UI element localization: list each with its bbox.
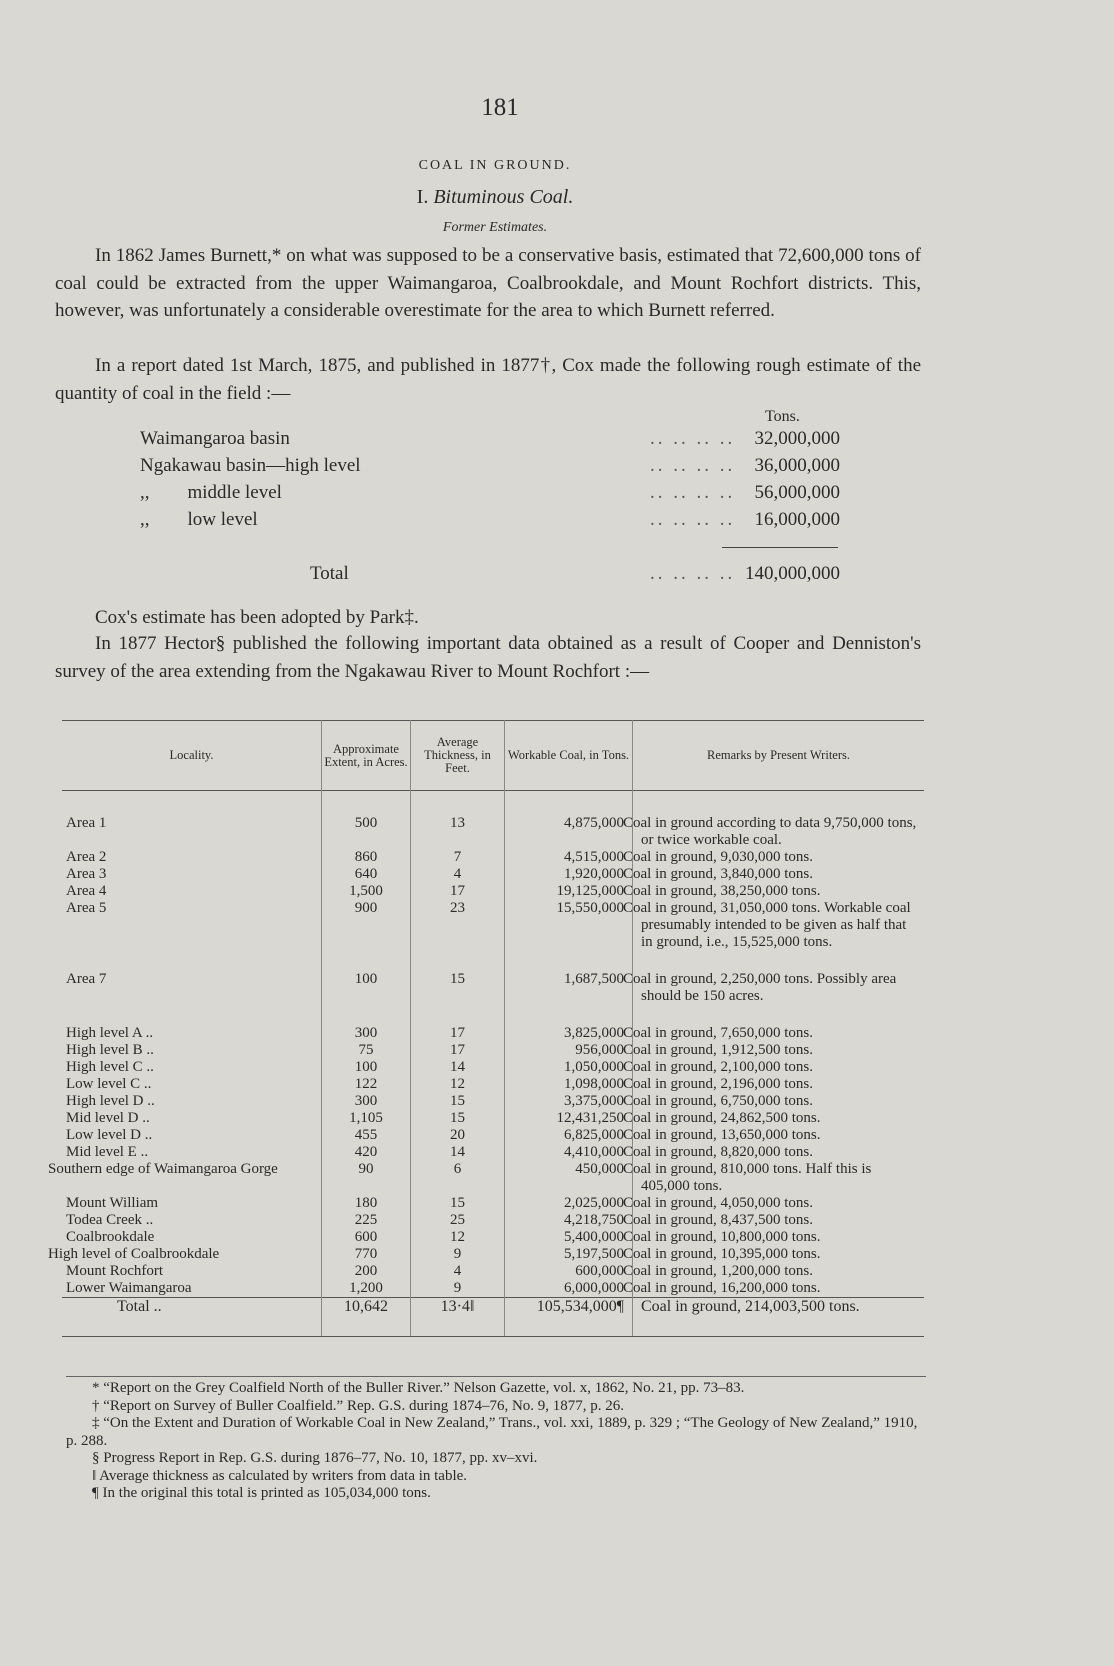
cell-locality: Low level D .. [66,1127,153,1143]
cell-acres: 640 [322,866,411,883]
table-row [62,1212,924,1229]
cell-acres: 122 [322,1076,411,1093]
table-row [62,1229,924,1246]
table-header-row [62,721,924,791]
table-row [62,1076,924,1093]
total-tons: 105,534,000¶ [505,1298,633,1337]
cell-acres: 455 [322,1127,411,1144]
cell-acres: 180 [322,1195,411,1212]
cell-acres: 300 [322,1025,411,1042]
leader-dots: .. .. .. .. [650,428,736,449]
cell-tons: 1,050,000 [505,1059,633,1076]
cell-locality: High level C .. [66,1059,154,1075]
cell-remarks: Coal in ground, 2,100,000 tons. [633,1059,925,1076]
cell-tons: 5,400,000 [505,1229,633,1246]
cell-remarks: Coal in ground, 1,912,500 tons. [633,1042,925,1059]
cell-remarks: Coal in ground, 24,862,500 tons. [633,1110,925,1127]
cell-remarks: Coal in ground, 1,200,000 tons. [633,1263,925,1280]
table-row [62,1025,924,1042]
paragraph-burnett [55,242,921,325]
cell-feet: 12 [411,1229,505,1246]
cell-feet: 20 [411,1127,505,1144]
cox-row-label: ,, middle level [140,482,282,503]
table-row [62,1110,924,1127]
cell-acres: 1,500 [322,883,411,900]
cell-tons: 4,218,750 [505,1212,633,1229]
table-row [62,900,924,951]
section-number: I. [416,186,429,208]
cell-acres: 860 [322,849,411,866]
cell-locality: Area 2 [66,849,107,865]
cell-remarks: Coal in ground, 810,000 tons. Half this is 405,000 tons. [633,1161,925,1195]
cell-acres: 1,200 [322,1280,411,1298]
cell-remarks: Coal in ground, 4,050,000 tons. [633,1195,925,1212]
cell-remarks: Coal in ground, 2,250,000 tons. Possibly area should be 150 acres. [633,971,925,1005]
cox-row [140,509,840,536]
cell-locality: Mid level D .. [66,1110,150,1126]
cell-feet: 9 [411,1246,505,1263]
coal-data-table [48,720,924,1337]
cell-locality: Area 7 [66,971,107,987]
spacer-row [62,1005,924,1025]
cox-row [140,428,840,455]
cell-remarks: Coal in ground, 31,050,000 tons. Workable coal presumably intended to be given as half that in ground, i.e., 15,525,000 tons. [633,900,925,951]
paragraph-hector-text: In 1877 Hector§ published the following important data obtained as a result of Cooper and Denniston's survey of the area extending from the Ngakawau River to Mount Rochfort :— [55,633,921,682]
cell-remarks: Coal in ground according to data 9,750,000 tons, or twice workable coal. [633,815,925,849]
cell-locality: Mount William [66,1195,159,1211]
footnote: ‖ Average thickness as calculated by writers from data in table. [92,1467,468,1484]
cell-tons: 956,000 [505,1042,633,1059]
cell-tons: 3,375,000 [505,1093,633,1110]
cell-feet: 23 [411,900,505,951]
cell-acres: 1,105 [322,1110,411,1127]
cell-feet: 9 [411,1280,505,1298]
cell-feet: 4 [411,866,505,883]
section-heading: COAL IN GROUND. [418,158,572,173]
header-remarks: Remarks by Present Writers. [633,721,925,791]
cox-row-value: 36,000,000 [754,455,840,476]
total-locality: Total .. [62,1298,322,1337]
cell-locality: High level A .. [66,1025,154,1041]
table-row [62,1042,924,1059]
cell-feet: 15 [411,1110,505,1127]
cell-remarks: Coal in ground, 38,250,000 tons. [633,883,925,900]
cox-row [140,482,840,509]
cell-remarks: Coal in ground, 3,840,000 tons. [633,866,925,883]
footnote: * “Report on the Grey Coalfield North of the Buller River.” Nelson Gazette, vol. x, 1862, No. 21, pp. 73–83. [92,1380,745,1396]
footnote-rule [66,1376,926,1377]
cox-unit-header: Tons. [765,408,800,425]
cell-remarks: Coal in ground, 9,030,000 tons. [633,849,925,866]
subsection-title: Former Estimates. [442,220,548,235]
cell-tons: 19,125,000 [505,883,633,900]
cell-feet: 15 [411,1195,505,1212]
table-row [62,1059,924,1076]
cox-row-value: 56,000,000 [754,482,840,503]
leader-dots: .. .. .. .. [650,509,736,530]
footnote: § Progress Report in Rep. G.S. during 1876–77, No. 10, 1877, pp. xv–xvi. [92,1450,538,1466]
footnotes [66,1380,922,1503]
cell-remarks: Coal in ground, 8,437,500 tons. [633,1212,925,1229]
cell-tons: 1,098,000 [505,1076,633,1093]
table-row [62,815,924,849]
cell-tons: 3,825,000 [505,1025,633,1042]
cell-tons: 4,875,000 [505,815,633,849]
cell-acres: 225 [322,1212,411,1229]
footnote: † “Report on Survey of Buller Coalfield.” Rep. G.S. during 1874–76, No. 9, 1877, p. 26. [92,1397,625,1414]
cell-feet: 12 [411,1076,505,1093]
cell-acres: 200 [322,1263,411,1280]
cell-feet: 7 [411,849,505,866]
cell-locality: Coalbrookdale [66,1229,155,1245]
cox-row-label: Waimangaroa basin [140,428,290,449]
cell-remarks: Coal in ground, 16,200,000 tons. [633,1280,925,1298]
table-row [62,1195,924,1212]
cox-total-value: 140,000,000 [745,563,840,584]
paragraph-burnett-text: In 1862 James Burnett,* on what was supposed to be a conservative basis, estimated that 72,600,000 tons of coal could be extracted from the upper Waimangaroa, Coalbrookdale, and Mount Rochfort districts. This, however, was unfortunately a considerable overestimate for the area to which Burnett referred. [55,245,921,321]
header-locality: Locality. [169,748,214,762]
cell-tons: 4,515,000 [505,849,633,866]
cell-acres: 900 [322,900,411,951]
cell-feet: 17 [411,1042,505,1059]
page-number: 181 [481,94,519,121]
cell-tons: 5,197,500 [505,1246,633,1263]
cell-acres: 100 [322,971,411,1005]
cell-feet: 17 [411,1025,505,1042]
table-row [62,866,924,883]
cell-locality: Southern edge of Waimangaroa Gorge [48,1161,278,1177]
cell-acres: 600 [322,1229,411,1246]
cell-tons: 6,000,000 [505,1280,633,1298]
cell-locality: Area 5 [66,900,107,916]
cell-locality: Mount Rochfort [66,1263,164,1279]
footnote: ‡ “On the Extent and Duration of Workable Coal in New Zealand,” Trans., vol. xxi, 1889, p. 329 ; “The Geology of New Zealand,” 1910, p. 288. [66,1415,918,1449]
cox-total-row [140,563,840,590]
cell-acres: 300 [322,1093,411,1110]
cell-acres: 420 [322,1144,411,1161]
cell-remarks: Coal in ground, 10,395,000 tons. [633,1246,925,1263]
cox-row-label: ,, low level [140,509,258,530]
table-row [62,1127,924,1144]
total-remarks: Coal in ground, 214,003,500 tons. [633,1298,925,1337]
cell-remarks: Coal in ground, 2,196,000 tons. [633,1076,925,1093]
spacer-row [62,951,924,971]
cell-feet: 6 [411,1161,505,1195]
cell-tons: 1,687,500 [505,971,633,1005]
cell-locality: Area 1 [66,815,107,831]
cell-feet: 15 [411,971,505,1005]
cell-remarks: Coal in ground, 13,650,000 tons. [633,1127,925,1144]
cell-acres: 75 [322,1042,411,1059]
cell-tons: 450,000 [505,1161,633,1195]
leader-dots: .. .. .. .. [650,563,736,584]
cox-estimate-list [140,428,840,590]
cell-feet: 15 [411,1093,505,1110]
cell-locality: Low level C .. [66,1076,152,1092]
total-feet: 13·4‖ [411,1298,505,1337]
table-row [62,1161,924,1195]
cell-locality: Lower Waimangaroa [66,1280,192,1296]
cox-total-label: Total [310,563,349,584]
cell-locality: High level of Coalbrookdale [48,1246,220,1262]
header-thickness: Average Thickness, in Feet. [411,721,505,791]
cell-tons: 6,825,000 [505,1127,633,1144]
total-acres: 10,642 [322,1298,411,1337]
cox-row-label: Ngakawau basin—high level [140,455,361,476]
table-row [62,971,924,1005]
cell-acres: 770 [322,1246,411,1263]
paragraph-park [55,604,921,632]
cell-tons: 12,431,250 [505,1110,633,1127]
paragraph-cox-text: In a report dated 1st March, 1875, and published in 1877†, Cox made the following rough estimate of the quantity of coal in the field :— [55,355,921,404]
paragraph-hector [55,630,921,685]
cox-row-value: 16,000,000 [754,509,840,530]
cell-remarks: Coal in ground, 7,650,000 tons. [633,1025,925,1042]
cell-tons: 600,000 [505,1263,633,1280]
cell-remarks: Coal in ground, 6,750,000 tons. [633,1093,925,1110]
leader-dots: .. .. .. .. [650,455,736,476]
cell-tons: 2,025,000 [505,1195,633,1212]
table-row [62,1246,924,1263]
total-rule [722,547,838,548]
leader-dots: .. .. .. .. [650,482,736,503]
table-body [48,791,924,1337]
cell-acres: 90 [322,1161,411,1195]
header-workable: Workable Coal, in Tons. [505,721,633,791]
cox-row-value: 32,000,000 [754,428,840,449]
table-row [62,849,924,866]
cell-feet: 14 [411,1059,505,1076]
cell-remarks: Coal in ground, 8,820,000 tons. [633,1144,925,1161]
cell-feet: 13 [411,815,505,849]
table-row [62,1144,924,1161]
table-row [62,1093,924,1110]
cell-remarks: Coal in ground, 10,800,000 tons. [633,1229,925,1246]
cox-row [140,455,840,482]
cell-locality: Todea Creek .. [66,1212,154,1228]
header-extent: Approximate Extent, in Acres. [322,721,411,791]
cell-tons: 4,410,000 [505,1144,633,1161]
cell-tons: 15,550,000 [505,900,633,951]
paragraph-park-text: Cox's estimate has been adopted by Park‡. [95,607,419,628]
cell-locality: High level D .. [66,1093,155,1109]
cell-feet: 4 [411,1263,505,1280]
table-row [62,883,924,900]
cell-acres: 500 [322,815,411,849]
cell-tons: 1,920,000 [505,866,633,883]
cell-locality: Mid level E .. [66,1144,149,1160]
cell-locality: Area 4 [66,883,107,899]
cell-feet: 17 [411,883,505,900]
paragraph-cox [55,352,921,407]
section-title-text: Bituminous Coal. [433,186,574,208]
table-total-row [62,1298,924,1337]
spacer-row [62,791,924,816]
cell-feet: 14 [411,1144,505,1161]
cell-feet: 25 [411,1212,505,1229]
table-row [62,1263,924,1280]
cell-acres: 100 [322,1059,411,1076]
cell-locality: High level B .. [66,1042,154,1058]
section-title [0,186,990,209]
footnote: ¶ In the original this total is printed as 105,034,000 tons. [92,1485,431,1501]
cell-locality: Area 3 [66,866,107,882]
table-row [62,1280,924,1298]
